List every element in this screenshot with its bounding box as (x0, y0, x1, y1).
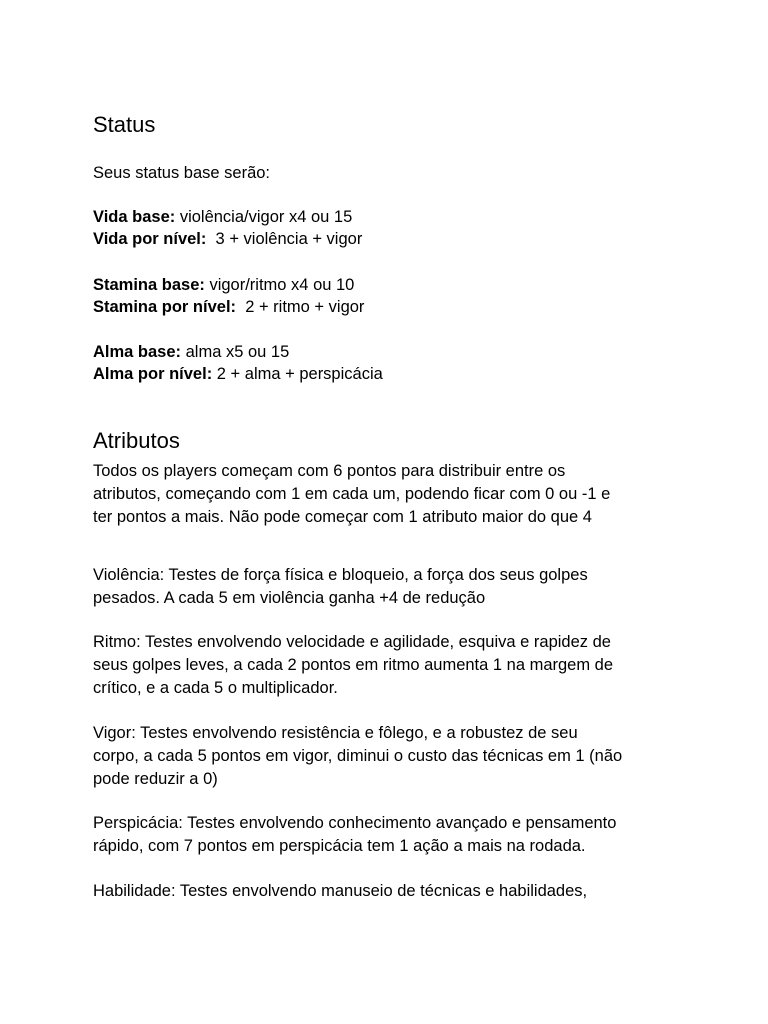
status-heading: Status (93, 112, 156, 137)
vida-nivel-line (93, 228, 362, 250)
stamina-nivel-line (93, 296, 364, 318)
stamina-base-value: vigor/ritmo x4 ou 10 (204, 276, 355, 294)
atributos-intro-line-1: Todos os players começam com 6 pontos para distribuir entre os (93, 462, 566, 480)
ritmo-line-3: crítico, e a cada 5 o multiplicador. (93, 679, 338, 697)
vigor-line-1: Vigor: Testes envolvendo resistência e fôlego, e a robustez de seu (93, 724, 578, 742)
habilidade-line-1: Habilidade: Testes envolvendo manuseio de técnicas e habilidades, (93, 882, 588, 900)
vida-base-value: violência/vigor x4 ou 15 (175, 208, 353, 226)
vida-base-label: Vida base: (93, 208, 176, 226)
violencia-line-2: pesados. A cada 5 em violência ganha +4 de redução (93, 589, 486, 607)
alma-base-label: Alma base: (93, 343, 182, 361)
vida-nivel-value: 3 + violência + vigor (206, 230, 363, 248)
alma-nivel-value: 2 + alma + perspicácia (212, 365, 383, 383)
alma-base-value: alma x5 ou 15 (181, 343, 290, 361)
vigor-line-2: corpo, a cada 5 pontos em vigor, diminui o custo das técnicas em 1 (não (93, 747, 623, 765)
atributos-intro-line-3: ter pontos a mais. Não pode começar com 1 atributo maior do que 4 (93, 508, 592, 526)
vida-base-line (93, 206, 352, 228)
violencia-line-1: Violência: Testes de força física e bloqueio, a força dos seus golpes (93, 566, 588, 584)
vigor-line-3: pode reduzir a 0) (93, 770, 218, 788)
alma-nivel-line (93, 363, 383, 385)
ritmo-line-2: seus golpes leves, a cada 2 pontos em ritmo aumenta 1 na margem de (93, 656, 614, 674)
atributos-intro-line-2: atributos, começando com 1 em cada um, podendo ficar com 0 ou -1 e (93, 485, 611, 503)
atributos-heading: Atributos (93, 428, 180, 453)
perspicacia-line-1: Perspicácia: Testes envolvendo conhecimento avançado e pensamento (93, 814, 617, 832)
stamina-base-line (93, 274, 354, 296)
status-intro: Seus status base serão: (93, 164, 271, 182)
vida-nivel-label: Vida por nível: (93, 230, 207, 248)
stamina-nivel-value: 2 + ritmo + vigor (236, 298, 365, 316)
stamina-base-label: Stamina base: (93, 276, 205, 294)
ritmo-line-1: Ritmo: Testes envolvendo velocidade e agilidade, esquiva e rapidez de (93, 633, 611, 651)
stamina-nivel-label: Stamina por nível: (93, 298, 237, 316)
perspicacia-line-2: rápido, com 7 pontos em perspicácia tem 1 ação a mais na rodada. (93, 837, 586, 855)
alma-nivel-label: Alma por nível: (93, 365, 213, 383)
alma-base-line (93, 341, 289, 363)
